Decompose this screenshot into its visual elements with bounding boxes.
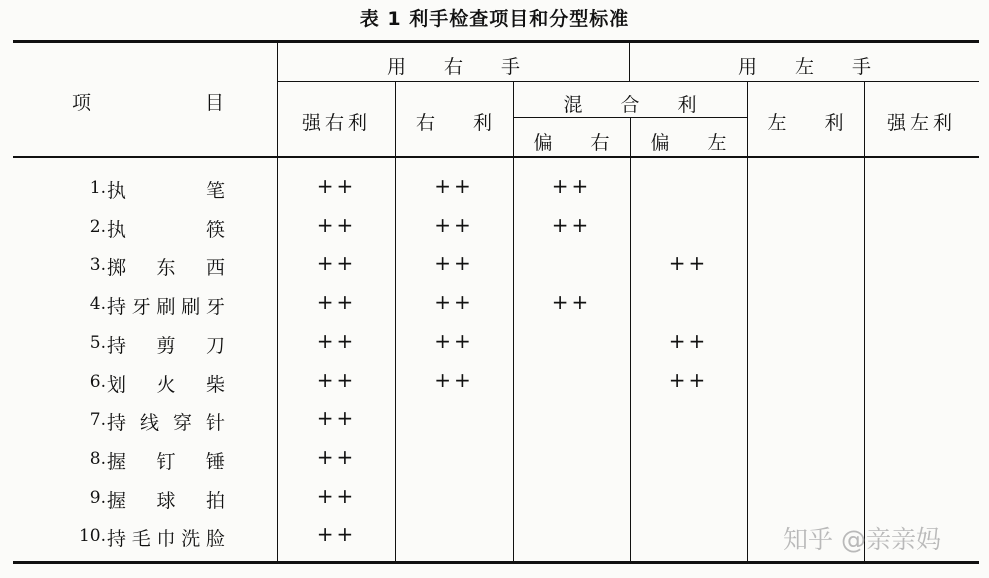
bottom-rule [13, 561, 979, 564]
row-label [107, 176, 225, 203]
row-number: 10. [78, 526, 106, 547]
mark-right: ++ [434, 367, 474, 392]
header-left-hand: 用 左 手 [737, 56, 871, 78]
row-number: 1. [89, 178, 106, 198]
row-label [107, 292, 225, 319]
header-right: 右 利 [415, 112, 492, 134]
col-divider-1 [395, 81, 396, 561]
row-label-char: 划 [107, 373, 127, 396]
header-strong-right: 强右利 [301, 112, 371, 134]
row-label-char: 剪 [156, 334, 176, 357]
row-number: 4. [89, 294, 106, 315]
row-number: 2. [89, 216, 106, 237]
watermark: 知乎 @亲亲妈 [783, 525, 941, 554]
row-number: 8. [89, 448, 106, 469]
mark-strong-right: ++ [316, 406, 357, 431]
row-label-char: 握 [107, 489, 127, 512]
mark-lean-left: ++ [668, 367, 709, 392]
row-label [107, 253, 225, 280]
header-right-hand: 用 右 手 [386, 56, 520, 78]
mark-strong-right: ++ [316, 483, 357, 508]
row-label [107, 370, 225, 397]
row-label-char: 持 [107, 296, 127, 319]
row-label-char: 东 [156, 257, 176, 280]
header-mixed: 混 合 利 [563, 94, 697, 116]
mark-lean-right: ++ [551, 212, 592, 237]
group-underline [278, 81, 979, 82]
mark-lean-left: ++ [668, 251, 709, 276]
mark-lean-left: ++ [668, 328, 709, 353]
row-number: 3. [89, 255, 106, 276]
row-label-char: 刷 [156, 296, 176, 319]
row-label-char: 执 [107, 218, 127, 241]
mark-strong-right: ++ [316, 444, 357, 469]
row-label-char: 洗 [181, 528, 201, 551]
row-label [107, 447, 225, 474]
row-label-char: 锤 [205, 450, 225, 473]
row-number: 5. [89, 332, 106, 353]
row-label-char: 穿 [172, 412, 192, 435]
row-label-char: 拍 [205, 489, 225, 512]
row-label-char: 脸 [205, 528, 225, 551]
top-rule [13, 40, 979, 43]
mark-lean-right: ++ [551, 290, 592, 315]
mark-strong-right: ++ [316, 328, 357, 353]
mark-lean-right: ++ [551, 174, 592, 198]
row-label [107, 331, 225, 358]
mark-right: ++ [434, 328, 474, 353]
col-divider-5 [864, 81, 865, 561]
table-title: 表 1 利手检查项目和分型标准 [359, 8, 630, 30]
row-label-char: 钉 [156, 450, 176, 473]
mark-strong-right: ++ [316, 290, 357, 315]
mark-right: ++ [434, 212, 474, 237]
row-label-char: 刷 [181, 296, 201, 319]
row-label-char: 毛 [131, 528, 151, 551]
row-label-char: 掷 [107, 257, 127, 280]
row-label-char: 火 [156, 373, 176, 396]
col-divider-4 [747, 81, 748, 561]
mark-right: ++ [434, 174, 474, 198]
row-label-char: 针 [205, 412, 225, 435]
row-number: 6. [89, 371, 106, 392]
row-label-char: 牙 [131, 296, 151, 319]
row-number: 7. [89, 410, 106, 431]
row-label-char: 刀 [205, 334, 225, 357]
mark-right: ++ [434, 290, 474, 315]
mark-strong-right: ++ [316, 251, 357, 276]
row-label-char: 西 [205, 257, 225, 280]
header-lean-left: 偏 左 [650, 132, 727, 154]
mark-strong-right: ++ [316, 212, 357, 237]
row-label-char: 牙 [205, 296, 225, 319]
row-label [107, 524, 225, 551]
row-label-char: 巾 [156, 528, 176, 551]
header-rule [13, 156, 979, 158]
row-label-char: 握 [107, 450, 127, 473]
row-label-char: 球 [156, 489, 176, 512]
row-number: 9. [89, 487, 106, 508]
header-lean-right: 偏 右 [533, 132, 610, 154]
row-label [107, 215, 225, 242]
header-left: 左 利 [767, 112, 844, 134]
mark-strong-right: ++ [316, 522, 357, 547]
row-label-char: 持 [107, 334, 127, 357]
header-strong-left: 强左利 [886, 112, 956, 134]
row-label-char: 筷 [205, 218, 225, 241]
row-label [107, 408, 225, 435]
row-label-char: 笔 [205, 180, 225, 202]
header-item: 项 目 [72, 92, 225, 114]
row-label-char: 持 [107, 528, 127, 551]
row-label-char: 执 [107, 180, 127, 202]
mark-strong-right: ++ [316, 174, 357, 198]
row-label [107, 486, 225, 513]
row-label-char: 线 [139, 412, 159, 435]
mark-right: ++ [434, 251, 474, 276]
mark-strong-right: ++ [316, 367, 357, 392]
row-label-char: 持 [107, 412, 127, 435]
row-label-char: 柴 [205, 373, 225, 396]
